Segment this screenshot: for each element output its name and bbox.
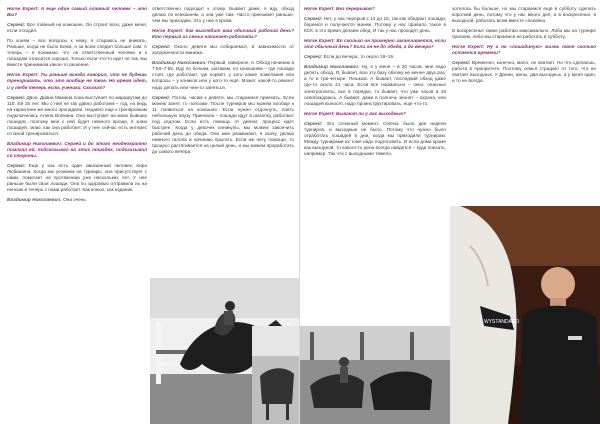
answer-text: Все главный на конюшне. Он строит всех, даже меня, если отходил.: [7, 22, 147, 34]
right-column-2: [452, 6, 596, 206]
answer-text: Первый, наверное, я. Обход начинаю в 7:50–7:55. Иду по бочкам, шатаким, по конюшням – где лошади стоят, где работают, где кормят, у кого какие пожелания или вопросы – у коников или у кого-то ещё. Может, какой-то ремонт надо делать или чем-то заняться.: [152, 60, 294, 90]
answer-text: В воскресенье также работаю максимально. Либо мы на турнире пригаем, либо мы стараемся не работать в субботу.: [452, 28, 596, 40]
answer-text: Двое. Диана Мамина пока выступает по маршрутам до 115. Ей 15 лет. Мы с ней не так давно работаем – год, но ведь на карантине же много пропадали. Недавно еще к тренировкам подключилась Алена Волкина. Она выступает на моих бывших лошадях, поэтому мне с ней будет немного проще, я знаю лошадей, знаю, как она работает. И у нее сейчас есть интерес со мной тренироваться.: [7, 94, 147, 136]
bridle-text: WYSTANDARD: [484, 319, 520, 325]
speaker-name: Сергей:: [152, 94, 171, 100]
question-text: Horse Expert: Без перерывов?: [304, 6, 375, 11]
question-text: Владимир Николаевич: Сергей и до этого неоднократно помогал ей, подсказывал на этих лошадях, подсказывал со стороны.: [7, 140, 147, 158]
left-column-1: [7, 6, 147, 422]
interview-question: [304, 6, 446, 12]
speaker-name: Сергей:: [152, 44, 171, 50]
speaker-name: Сергей:: [304, 120, 323, 126]
answer-text: Потом, часам к девяти, мы стараемся приехать. Если манеж занят, то попозже. После турниров мы можем вообще к 11 появиться на конюшне. Если нужно отдохнуть, взять небольшую паузу. Приехали – лошади идут в шагалку, работают под седлом. Если есть помощь от девчат, процесс идет быстрее. Когда у девочек каникулы, мы можем закончить рабочий день до обеда. Они мне разминают, я скачу, делаю немного галопа и начинаю прыгать. Если же нету помощи, то процесс растягивается на целый день, и мы можем проработать до самого вечера.: [152, 94, 294, 154]
speaker-name: Сергей:: [7, 22, 26, 28]
speaker-name: Владимир Николаевич:: [7, 197, 62, 203]
interview-answer: [152, 60, 294, 90]
answer-text: Если до вечера, то около 18–19.: [323, 54, 395, 60]
speaker-name: Сергей:: [452, 60, 471, 66]
interview-paragraph: [7, 38, 147, 68]
answer-text: Еще у нас есть один заказанный человек, Кира Любашина. Когда мы уезжаем на турниры, она присутствует с нами, помогает на протяжении уже нескольких лет. У нее раньше были свои лошади. Она по здоровью отправила их на пенсию и теперь с нами работает. Как конюх, как коданик.: [7, 163, 147, 193]
interview-question: [152, 28, 294, 40]
interview-answer: [7, 197, 147, 203]
interview-question: [7, 72, 147, 90]
horse-hall-photo: [252, 326, 300, 424]
interview-paragraph: [152, 6, 294, 24]
left-column-2: [152, 6, 294, 274]
question-text: Horse Expert: Во сколько он примерно заканчивается, если это обычный день? Если он не до обеда, а до вечера?: [304, 38, 446, 50]
answer-text: Она очень: [63, 197, 86, 203]
interview-paragraph: [452, 6, 596, 24]
interview-answer: [7, 95, 147, 137]
interview-answer: [452, 60, 596, 84]
interview-answer: [152, 44, 294, 56]
interview-question: [304, 38, 446, 50]
answer-text: Временно, конечно, мало, не хватает. Но что сделаешь, работа в приоритете. Поэтому семья страдает от того, что не хватает выходных. У Дании, жены, два выходных, а у меня один, и то не всегда.: [452, 60, 596, 84]
answer-text: По коням – все вопросы к нему, я стараюсь не вникать. Раньше, когда не было Бежа, я за всем следил больше сам. А теперь – я понимаю, что он ответственный человек и к лошадям относится хорошо. Только если что-то идет не так, мы вместе принимаем какое-то решение.: [7, 38, 147, 68]
interview-answer: [7, 163, 147, 193]
question-text: Horse Expert: Бывают ли у вас выходные?: [304, 110, 406, 116]
answer-text: Около девяти мы собираемся, в зависимости от загруженности манежа.: [152, 44, 294, 56]
speaker-name: Владимир Николаевич:: [152, 60, 207, 66]
interview-answer: [304, 16, 446, 34]
question-text: Horse Expert: Ну а на «лошадиную» жизнь твое сколько остается времени?: [452, 44, 596, 56]
interview-question: [452, 44, 596, 56]
interview-answer: [304, 121, 446, 157]
speaker-name: Сергей:: [304, 54, 323, 60]
interview-answer: [452, 28, 596, 40]
interview-question: [7, 141, 147, 159]
interview-question: [304, 111, 446, 117]
horse-hall-photo-bottom: [300, 326, 450, 424]
portrait-photo: [450, 206, 600, 424]
right-page: [300, 0, 600, 424]
speaker-name: Сергей:: [7, 163, 26, 169]
speaker-name: Владимир Николаевич:: [304, 64, 360, 70]
question-text: Horse Expert: Ты раньше всегда говорил, что не будешь тренировать, что это вообще не твое. Но время идет, и у тебя теперь есть ученики. Сколько?: [7, 72, 147, 90]
interview-question: [7, 6, 147, 18]
speaker-name: Сергей:: [7, 94, 26, 100]
speaker-name: Сергей:: [304, 16, 323, 22]
answer-text: Это сложный момент. Сейчас было две недели турниров, и выходные не было. Потому что нужно было отработать лошадей в дни, когда мы приходили турнирам. Между турнирами их тоже надо подготовить. И если дома кроме как выходной, то какого-то дела всегда найдется – куда поехать, например. Так что с выходными тяжело,: [304, 120, 446, 156]
answer-text: ответственно подходит к этому. Бывает даже, я иду, обход делаю по конюшням, а она уже там. Часто приезжает раньше, чем мы приходим. Это у нее в крови.: [152, 6, 294, 24]
interview-answer: [304, 64, 446, 106]
interview-answer: [304, 54, 446, 60]
interview-answer: [152, 95, 294, 155]
question-text: Horse Expert: Как выглядит ваш обычный рабочий день? Кто первый из семьи начинает работать?: [152, 28, 294, 40]
answer-text: хотелось бы больше, но мы стараемся ещё в субботу сделать короткий день, потому что у нас много дел, а в воскресенье, в выходной, работать всем вместе спокойно.: [452, 6, 596, 24]
question-text: Horse Expert: А еще один самый главный человек – это Вы?: [7, 6, 147, 18]
answer-text: Ну, а у меня – в 20 часов, мне надо делать обход. Я, бывает, всю эту базу обхожу не менее двух раз, а то и три-четыре. Пешком. А бывает, последний обход даже где-то около 21 часа. Если все нормально – окно, опасные электроплиты, все в порядке, то бывает, что уже часов в 19 освобождаюсь. А бывает, даже в полночь звонят – охрана, или лошадей выносят, надо проинструктировать, еще что-то.: [304, 64, 446, 106]
interview-answer: [7, 22, 147, 34]
answer-text: Нет, у нас перерыв с 14 до 15, так как обедают лошади, боремся и получается манеж. Потому у нас правило такое в КСК: в это время делаем обед. И так у нас проходят день.: [304, 16, 446, 34]
